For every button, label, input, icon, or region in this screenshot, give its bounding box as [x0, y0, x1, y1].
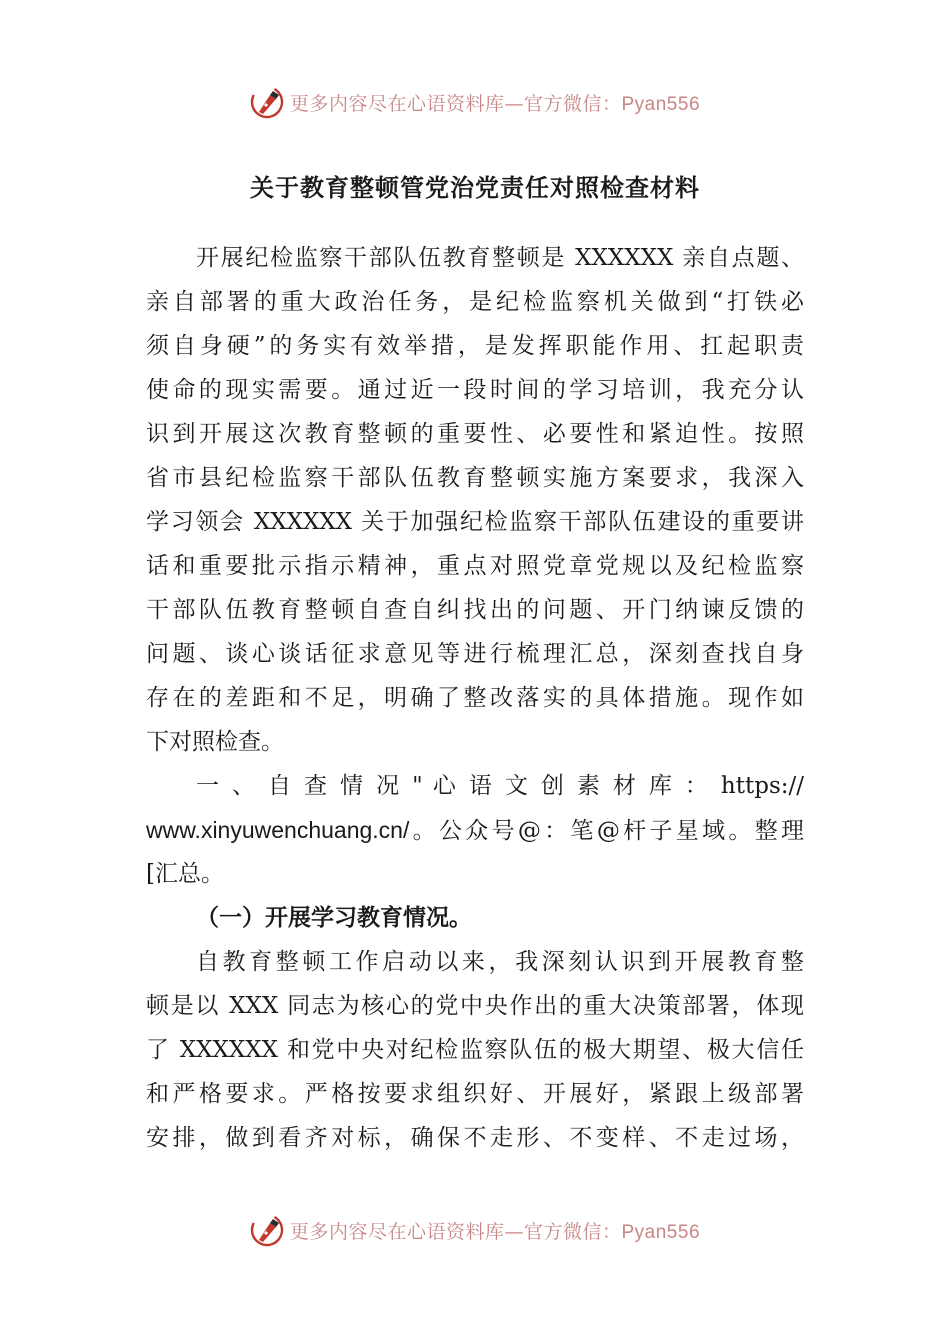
wechat-id: Pyan556: [621, 1221, 701, 1243]
paragraph-line: 了 XXXXXX 和党中央对纪检监察队伍的极大期望、极大信任: [146, 1037, 804, 1063]
document-title: 关于教育整顿管党治党责任对照检查材料: [250, 173, 700, 202]
paragraph-line: 使命的现实需要。通过近一段时间的学习培训，我充分认: [146, 377, 804, 403]
section-line: [汇总。: [146, 861, 224, 887]
paragraph-line: 干部队伍教育整顿自查自纠找出的问题、开门纳谏反馈的: [146, 597, 804, 623]
paragraph-line: 开展纪检监察干部队伍教育整顿是 XXXXXX 亲自点题、: [196, 245, 804, 271]
paragraph-line: 话和重要批示指示精神，重点对照党章党规以及纪检监察: [146, 553, 804, 579]
pen-nib-logo-icon: [250, 85, 284, 119]
section-heading-line: 一 、 自 查 情 况 " 心 语 文 创 素 材 库 ： https://: [196, 773, 804, 799]
paragraph-line: 省市县纪检监察干部队伍教育整顿实施方案要求，我深入: [146, 465, 804, 491]
paragraph-line: 须自身硬”的务实有效举措，是发挥职能作用、扛起职责: [146, 333, 804, 359]
banner-text: 更多内容尽在心语资料库—官方微信：Pyan556: [289, 1220, 701, 1243]
subheading: （一）开展学习教育情况。: [196, 904, 472, 931]
section-text: 。公众号@：笔@杆子星域。整理: [409, 818, 804, 844]
section-url-line: [146, 808, 804, 852]
banner-text: 更多内容尽在心语资料库—官方微信：Pyan556: [289, 92, 701, 115]
paragraph-line: 安排，做到看齐对标，确保不走形、不变样、不走过场，: [146, 1125, 804, 1151]
document-body: [146, 236, 804, 1160]
paragraph-line: 存在的差距和不足，明确了整改落实的具体措施。现作如: [146, 685, 804, 711]
paragraph-line: 识到开展这次教育整顿的重要性、必要性和紧迫性。按照: [146, 421, 804, 447]
paragraph-line: 和严格要求。严格按要求组织好、开展好，紧跟上级部署: [146, 1081, 804, 1107]
paragraph-line: 学习领会 XXXXXX 关于加强纪检监察干部队伍建设的重要讲: [146, 509, 804, 535]
source-url: www.xinyuwenchuang.cn/: [146, 817, 410, 843]
paragraph-line: 亲自部署的重大政治任务，是纪检监察机关做到“打铁必: [146, 289, 804, 315]
header-banner: [0, 80, 950, 124]
pen-nib-logo-icon: [250, 1213, 284, 1247]
footer-banner: [0, 1208, 950, 1252]
paragraph-line: 顿是以 XXX 同志为核心的党中央作出的重大决策部署，体现: [146, 993, 804, 1019]
paragraph-line: 自教育整顿工作启动以来，我深刻认识到开展教育整: [196, 949, 804, 975]
paragraph-line: 下对照检查。: [146, 729, 284, 755]
paragraph-line: 问题、谈心谈话征求意见等进行梳理汇总，深刻查找自身: [146, 641, 804, 667]
wechat-id: Pyan556: [621, 93, 701, 115]
